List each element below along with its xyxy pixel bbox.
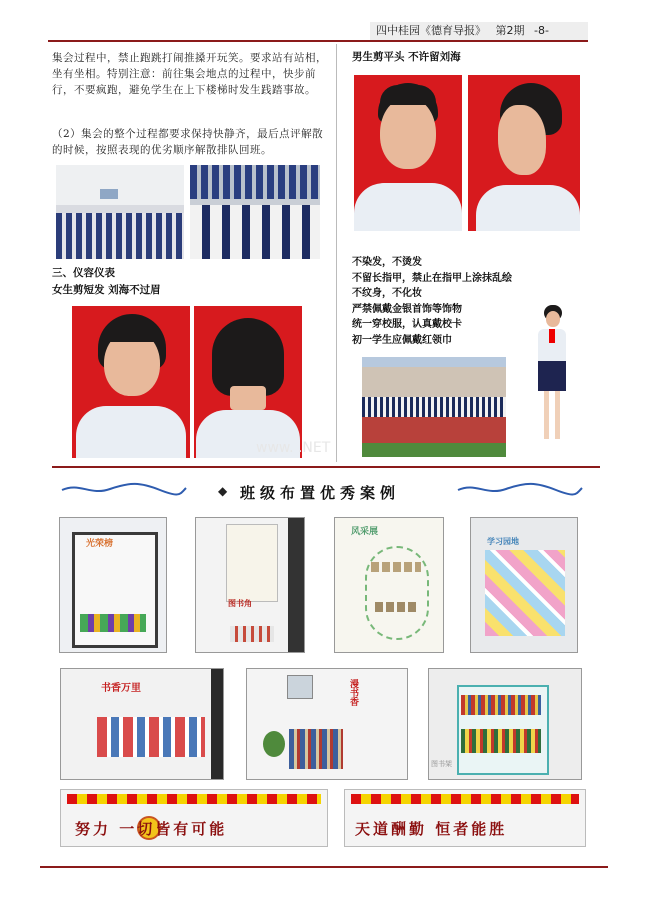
photo-caption: 书香万里 [101,683,141,694]
rule-item: 不留长指甲，禁止在指甲上涂抹乱绘 [352,272,512,284]
photo-caption: 图书架 [431,760,452,768]
header-issue: 第2期 [495,24,525,37]
rule-item: 不纹身，不化妆 [352,288,422,299]
banner-effort [60,789,328,847]
footer-rule [40,866,608,868]
classroom-photo-library-corner [246,668,408,780]
paragraph-assembly: 集会过程中，禁止跑跳打闹推搡开玩笑。要求站有站相，坐有坐相。特别注意：前往集会地点的过程中，快步前行，不要疯跑，避免学生在上下楼梯时发生践踏事故。 [52,52,327,96]
page-header [370,22,588,40]
girl-front-photo [72,306,190,458]
classroom-photo-honor-board [59,517,167,653]
girl-back-photo [194,306,302,458]
photo-caption: 光荣榜 [86,539,114,549]
section-rule [52,466,600,468]
photo-caption: 学习园地 [487,536,519,546]
header-rule [48,40,588,42]
rule-item: 不染发，不烫发 [352,257,422,268]
assembly-photo-hall [56,165,184,259]
saluting-student-photo [526,297,578,451]
photo-caption: 漫书香 [348,679,358,706]
rule-item: 统一穿校服，认真戴校卡 [352,319,462,330]
header-page-number: -8- [534,24,549,37]
rule-item: 严禁佩戴金银首饰等饰物 [352,303,462,315]
decorative-swirl-right [456,482,584,496]
boy-front-photo [354,75,462,231]
section-title: 班级布置优秀案例 [240,484,401,502]
paragraph-dismissal: （2）集会的整个过程都要求保持快静齐，最后点评解散的时候，按照表现的优劣顺序解散排队回班。 [52,128,324,156]
banner-right-text: 天道酬勤 恒者能胜 [355,820,508,838]
diamond-bullet-icon: ◆ [218,484,228,498]
header-school: 四中桂园《德育导报》 [376,24,486,37]
rule-item: 初一学生应佩戴红领巾 [352,334,452,346]
classroom-photo-reading-wall [60,668,224,780]
boy-side-photo [468,75,580,231]
playground-photo [362,357,506,457]
section-appearance-title: 三、仪容仪表 [52,267,115,279]
appearance-rules-list [352,255,512,348]
decorative-swirl-left [60,482,188,496]
photo-caption: 风采展 [351,527,379,537]
column-divider [336,44,337,462]
banner-left-text: 努力 一切皆有可能 [75,820,228,838]
classroom-photo-study-garden [470,517,578,653]
girls-hair-rule: 女生剪短发 刘海不过眉 [52,284,161,296]
assembly-photo-students [190,165,320,259]
classroom-photo-book-corner [195,517,305,653]
classroom-photo-showcase [334,517,444,653]
boys-hair-rule: 男生剪平头 不许留刘海 [352,51,461,63]
classroom-photo-bookshelf [428,668,582,780]
photo-caption: 图书角 [228,598,252,608]
watermark: www. .NET [256,440,331,456]
banner-diligence [344,789,586,847]
